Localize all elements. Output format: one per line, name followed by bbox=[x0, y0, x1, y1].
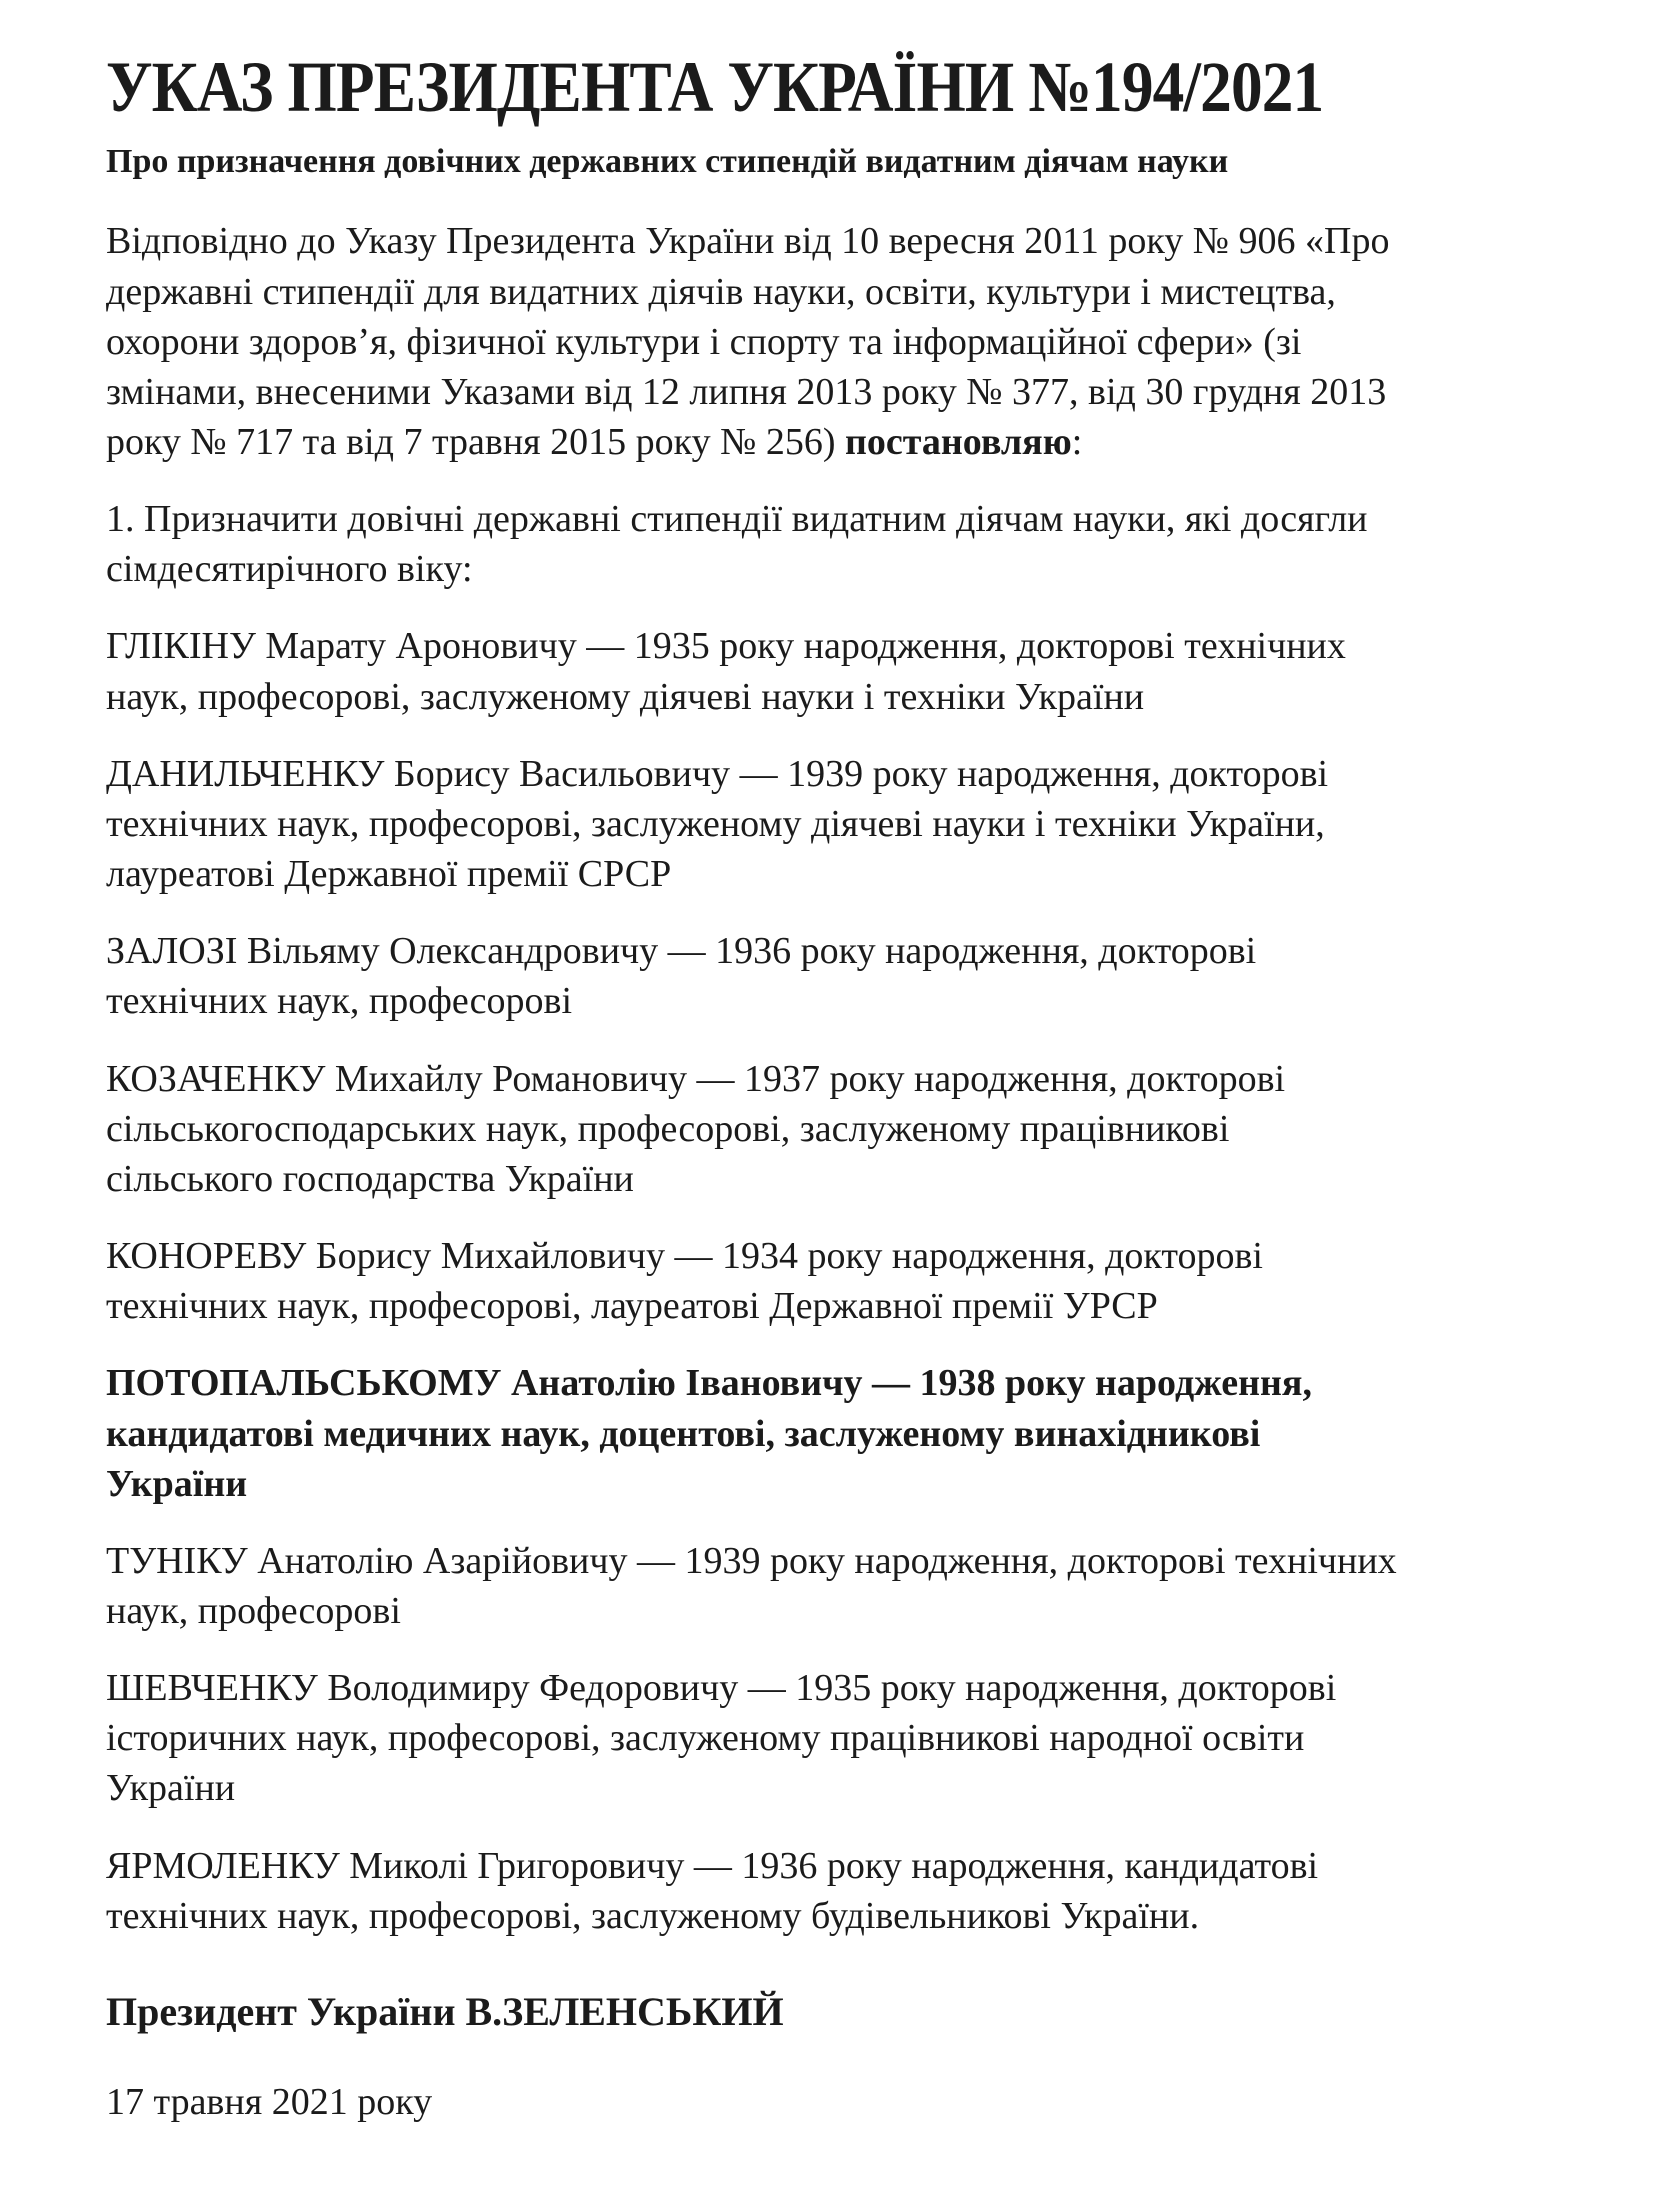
item-1-paragraph: 1. Призначити довічні державні стипендії видатним діячам науки, які досягли сімдесятирічного віку: bbox=[106, 498, 1368, 591]
recipient-details: — 1937 року народження, докторові сільськогосподарських наук, професорові, заслуженому працівникові сільського господарства України bbox=[106, 1057, 1286, 1200]
recipient-entry bbox=[106, 1358, 1404, 1508]
signature-line: Президент України В.ЗЕЛЕНСЬКИЙ bbox=[106, 1988, 784, 2034]
recipient-entry bbox=[106, 1663, 1404, 1813]
intro-bold-word: постановляю bbox=[844, 421, 1072, 464]
recipient-details: — 1939 року народження, докторові технічних наук, професорові bbox=[106, 1539, 1397, 1632]
recipients-list bbox=[106, 621, 1404, 1940]
recipient-details: — 1939 року народження, докторові технічних наук, професорові, заслуженому діячеві науки і техніки України, лауреатові Державної премії СРСР bbox=[106, 752, 1329, 896]
recipient-name: КОНОРЕВУ Борису Михайловичу bbox=[106, 1235, 665, 1278]
recipient-name: ШЕВЧЕНКУ Володимиру Федоровичу bbox=[106, 1667, 739, 1710]
recipient-name: ГЛІКІНУ Марату Ароновичу bbox=[106, 625, 577, 668]
recipient-name: ЯРМОЛЕНКУ Миколі Григоровичу bbox=[106, 1844, 685, 1887]
recipient-entry bbox=[106, 1841, 1404, 1941]
recipient-name: КОЗАЧЕНКУ Михайлу Романовичу bbox=[106, 1057, 688, 1100]
recipient-details: — 1935 року народження, докторові технічних наук, професорові, заслуженому діячеві науки і техніки України bbox=[106, 625, 1346, 718]
recipient-name: ПОТОПАЛЬСЬКОМУ Анатолію Івановичу bbox=[106, 1362, 863, 1405]
recipient-details: — 1938 року народження, кандидатові медичних наук, доцентові, заслуженому винахідникові України bbox=[106, 1362, 1312, 1505]
decree-subtitle: Про призначення довічних державних стипендій видатним діячам науки bbox=[106, 142, 1229, 180]
date-line: 17 травня 2021 року bbox=[106, 2080, 433, 2123]
intro-paragraph bbox=[106, 216, 1404, 467]
recipient-entry bbox=[106, 1536, 1404, 1636]
intro-colon: : bbox=[1071, 421, 1083, 464]
recipient-details: — 1935 року народження, докторові історичних наук, професорові, заслуженому працівникові народної освіти України bbox=[106, 1667, 1337, 1810]
intro-text: Відповідно до Указу Президента України від 10 вересня 2011 року № 906 «Про державні стипендії для видатних діячів науки, освіти, культури і мистецтва, охорони здоров’я, фізичної культури і спорту та інформаційної сфери» (зі змінами, внесеними Указами від 12 липня 2013 року № 377, від 30 грудня 2013 року № 717 та від 7 травня 2015 року № 256) bbox=[106, 220, 1390, 464]
recipient-details: — 1934 року народження, докторові технічних наук, професорові, лауреатові Державної премії УРСР bbox=[106, 1235, 1263, 1328]
recipient-entry bbox=[106, 1231, 1404, 1331]
recipient-entry bbox=[106, 749, 1404, 899]
recipient-entry bbox=[106, 1054, 1404, 1204]
recipient-name: ДАНИЛЬЧЕНКУ Борису Васильовичу bbox=[106, 752, 731, 795]
recipient-details: — 1936 року народження, кандидатові технічних наук, професорові, заслуженому будівельникові України. bbox=[106, 1844, 1319, 1937]
recipient-entry bbox=[106, 621, 1404, 721]
recipient-details: — 1936 року народження, докторові технічних наук, професорові bbox=[106, 930, 1257, 1023]
recipient-entry bbox=[106, 926, 1404, 1026]
recipient-name: ТУНІКУ Анатолію Азарійовичу bbox=[106, 1539, 628, 1582]
recipient-name: ЗАЛОЗІ Вільяму Олександровичу bbox=[106, 930, 659, 973]
decree-title: УКАЗ ПРЕЗИДЕНТА УКРАЇНИ №194/2021 bbox=[106, 47, 1324, 127]
